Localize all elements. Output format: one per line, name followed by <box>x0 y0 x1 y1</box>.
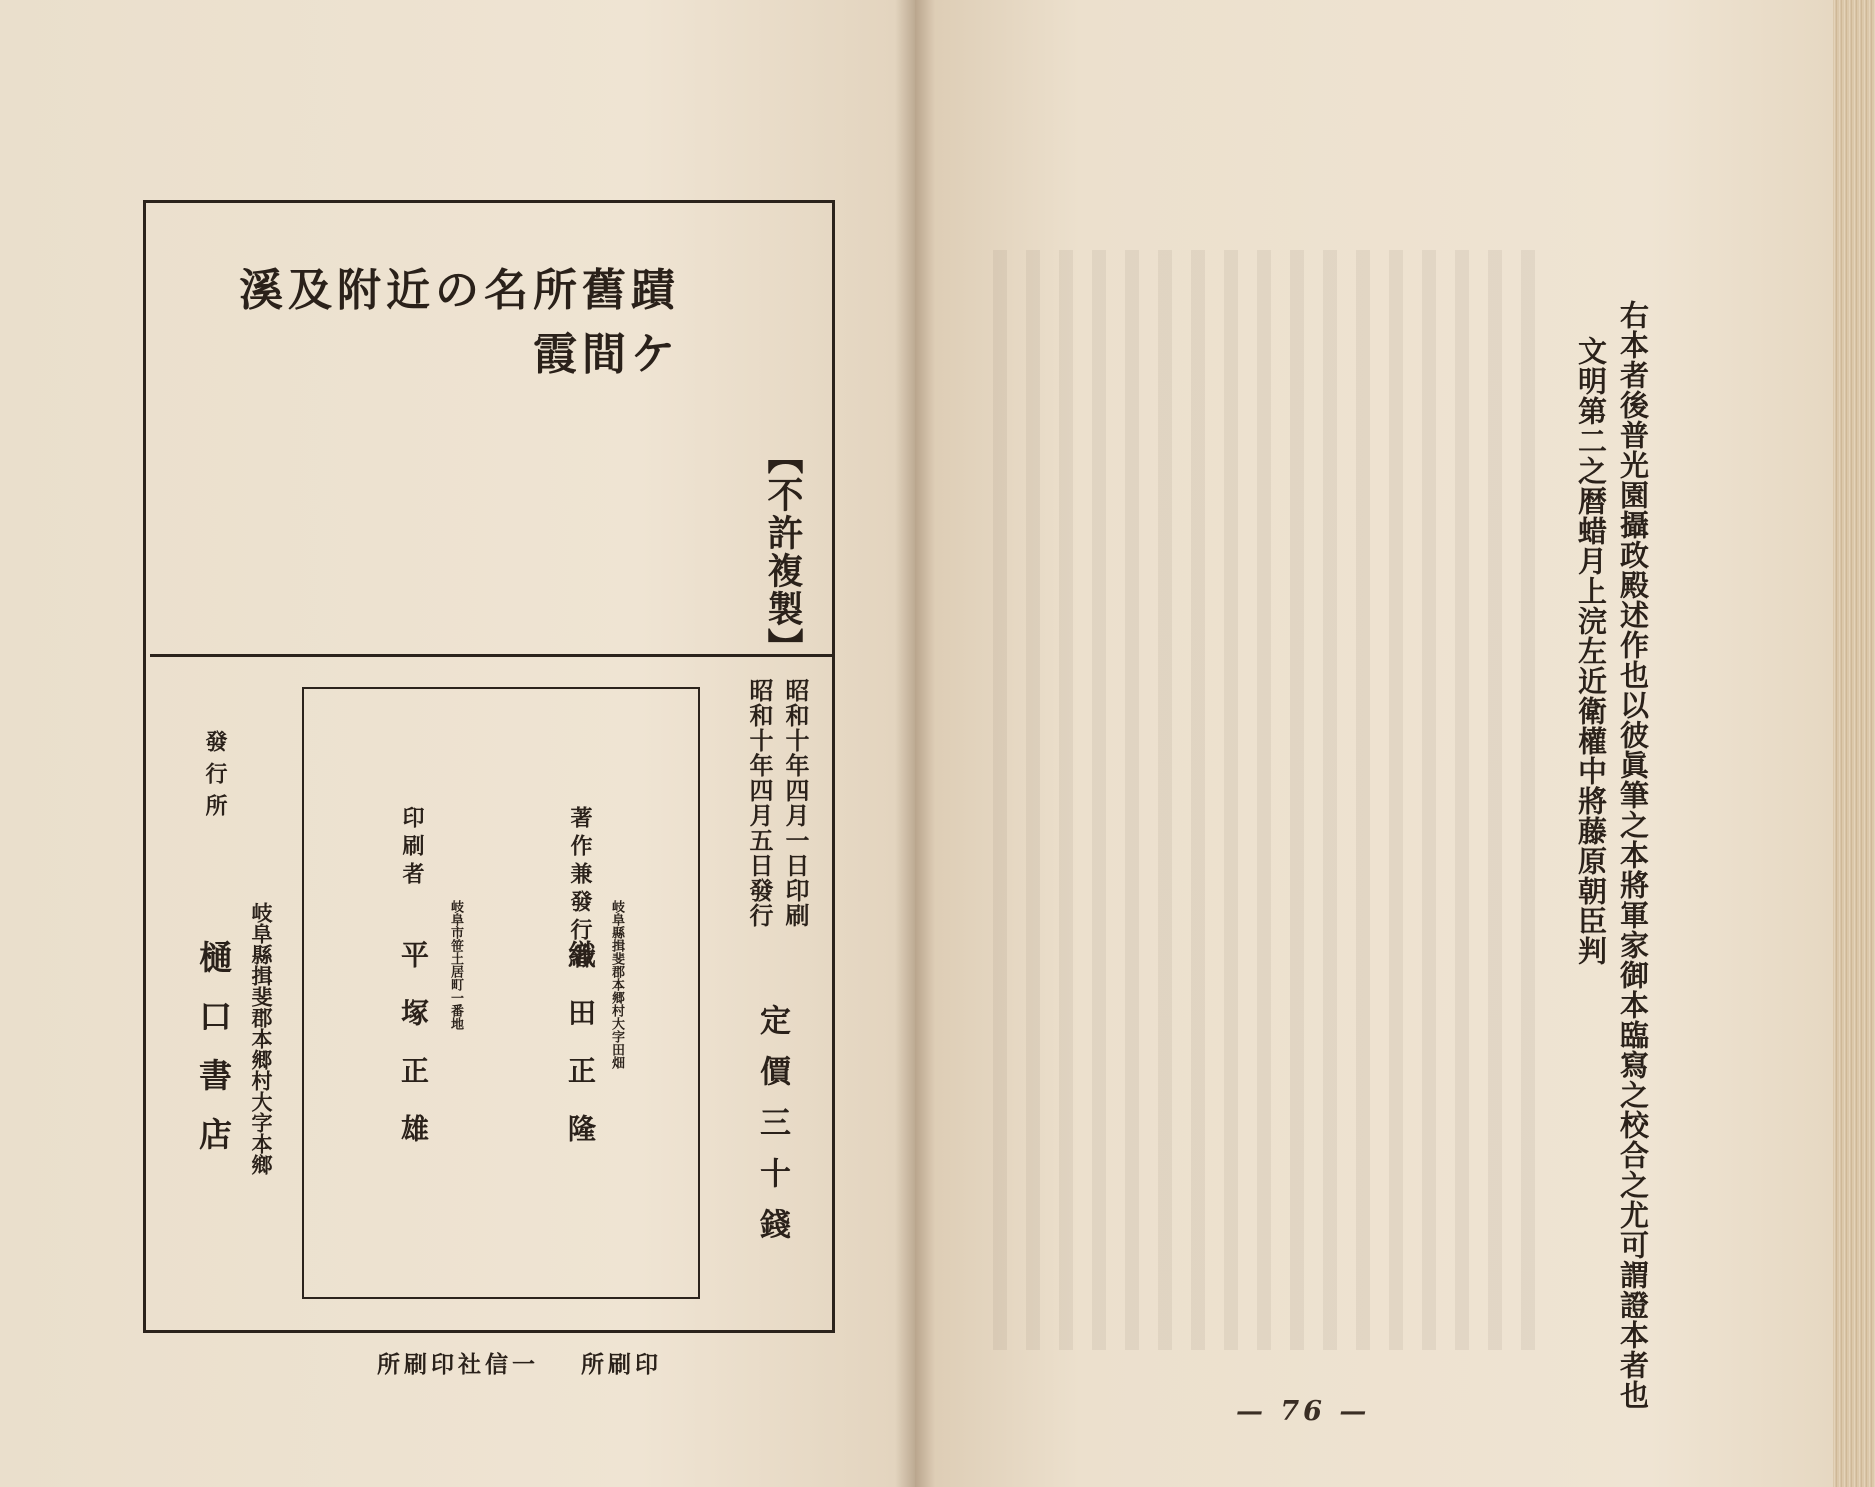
author-address: 岐阜縣揖斐郡本郷村大字田畑 <box>609 900 624 1069</box>
print-shop-prefix: 印刷所 <box>581 1351 662 1378</box>
printer-name: 平塚正雄 <box>397 940 430 1172</box>
author-role: 著作兼發行者 <box>567 806 593 974</box>
publisher-label: 發行所 <box>202 730 228 826</box>
book-title: 蹟舊所名の近附及溪ケ間霞 <box>239 265 680 380</box>
page-number: — 76 — <box>1236 1396 1371 1427</box>
colophon-inner-box <box>302 687 700 1299</box>
publisher-name: 樋口書店 <box>194 940 233 1176</box>
printer-address: 岐阜市笹土居町一番地 <box>448 900 463 1030</box>
page-edges <box>1833 0 1875 1487</box>
colophon-divider <box>150 654 834 657</box>
issue-date: 昭和十年四月五日發行 <box>745 678 774 928</box>
print-date: 昭和十年四月一日印刷 <box>781 678 810 928</box>
printer-role: 印刷者 <box>399 806 425 890</box>
colophon-note-line-1: 右本者後普光園攝政殿述作也以彼眞筆之本將軍家御本臨寫之校合之尤可謂證本者也 <box>1616 300 1650 1410</box>
publisher-address: 岐阜縣揖斐郡本郷村大字本鄉 <box>249 902 274 1175</box>
show-through-text <box>975 250 1535 1350</box>
print-shop <box>335 1346 662 1379</box>
copyright-notice: 【不許複製】 <box>762 438 804 666</box>
colophon-note-line-2: 文明第二之暦蜡月上浣左近衛權中將藤原朝臣判 <box>1574 336 1608 966</box>
price: 定價三十錢 <box>754 1004 790 1259</box>
print-shop-name: 一信社印刷所 <box>377 1351 539 1378</box>
author-name: 織田正隆 <box>564 940 597 1172</box>
book-gutter <box>895 0 935 1487</box>
